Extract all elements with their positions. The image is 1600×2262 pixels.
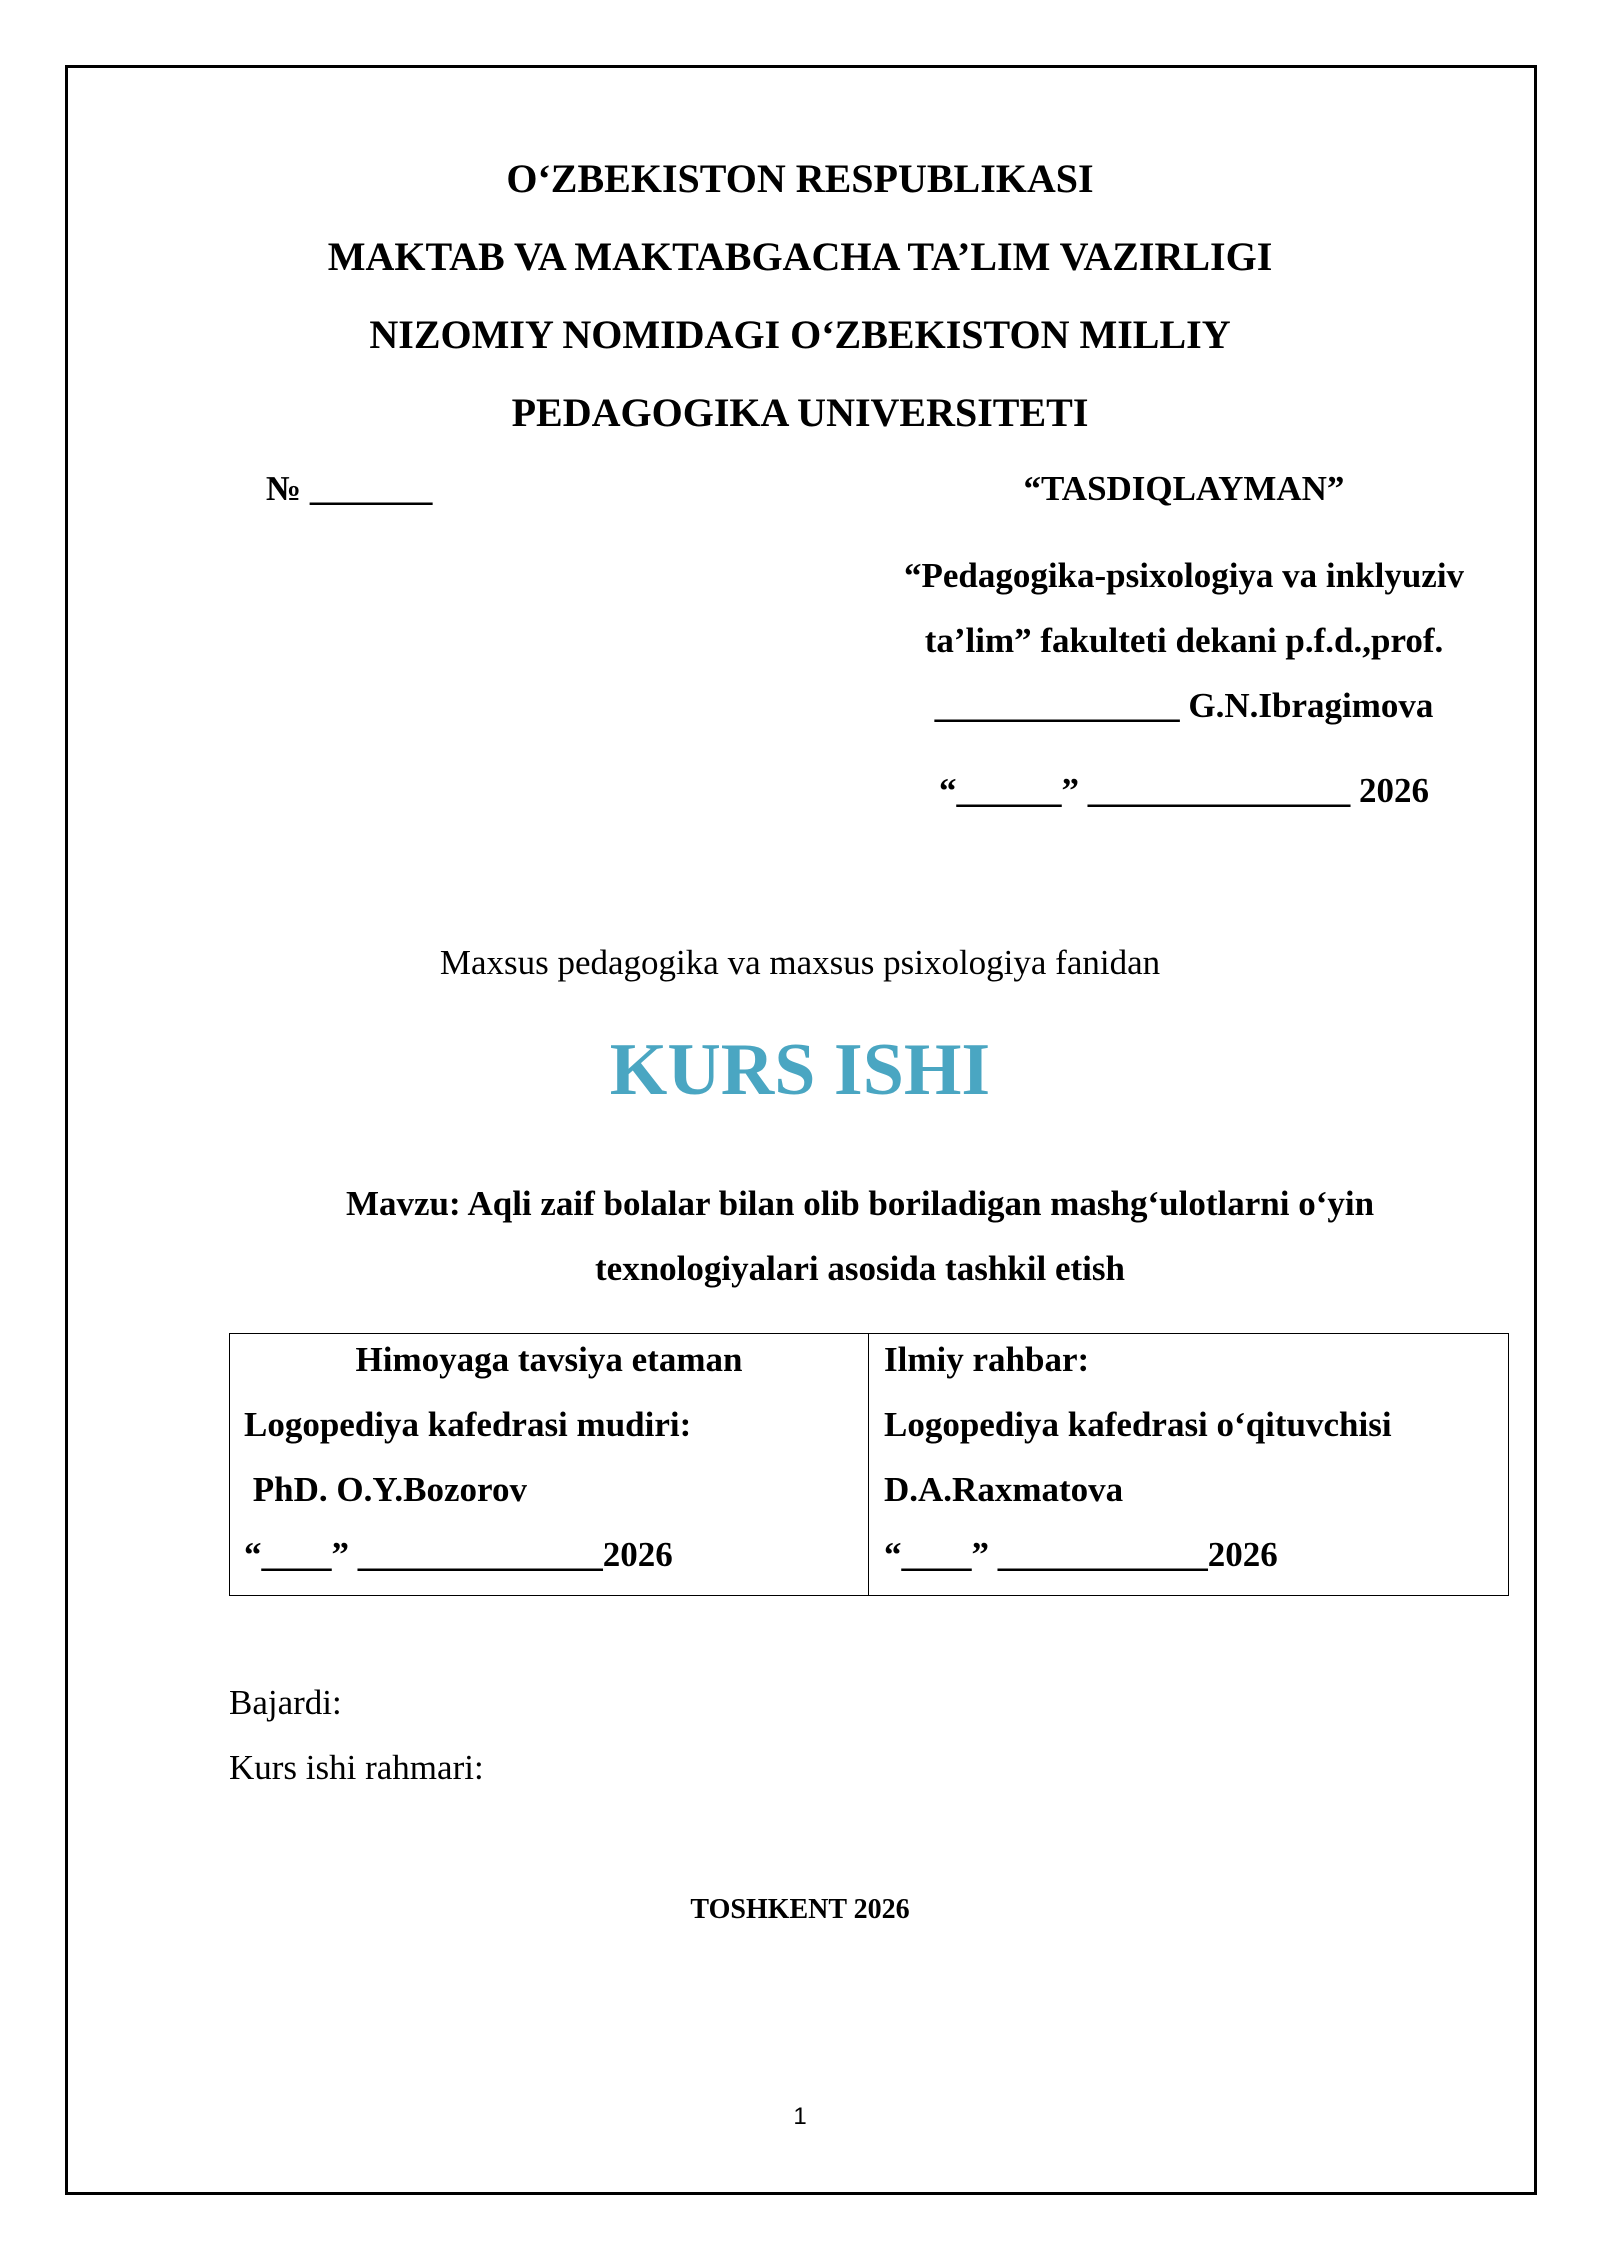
department-head-name: PhD. O.Y.Bozorov xyxy=(244,1470,527,1509)
document-type-title: KURS ISHI xyxy=(609,1029,991,1111)
course-work-supervisor-label: Kurs ishi rahmari: xyxy=(229,1748,484,1787)
topic-line-2: texnologiyalari asosida tashkil etish xyxy=(595,1249,1125,1288)
header-university-name: NIZOMIY NOMIDAGI O‘ZBEKISTON MILLIY xyxy=(369,312,1231,357)
approval-signature-line: ______________ G.N.Ibragimova xyxy=(934,686,1434,725)
approval-faculty-line: “Pedagogika-psixologiya va inklyuziv xyxy=(903,556,1465,595)
department-head-position: Logopediya kafedrasi mudiri: xyxy=(244,1405,692,1444)
defense-recommendation-title: Himoyaga tavsiya etaman xyxy=(355,1340,743,1379)
approval-title: “TASDIQLAYMAN” xyxy=(1023,469,1345,508)
advisor-date: “____” ____________2026 xyxy=(884,1535,1278,1574)
performed-by-label: Bajardi: xyxy=(229,1683,342,1722)
approval-dean-line: ta’lim” fakulteti dekani p.f.d.,prof. xyxy=(924,621,1444,660)
subject-line: Maxsus pedagogika va maxsus psixologiya fanidan xyxy=(439,943,1161,982)
header-ministry: MAKTAB VA MAKTABGACHA TA’LIM VAZIRLIGI xyxy=(327,234,1273,279)
advisor-name: D.A.Raxmatova xyxy=(884,1470,1124,1509)
advisor-position: Logopediya kafedrasi o‘qituvchisi xyxy=(884,1405,1392,1444)
header-university-type: PEDAGOGIKA UNIVERSITETI xyxy=(511,390,1089,435)
city-year: TOSHKENT 2026 xyxy=(690,1894,910,1925)
header-republic: O‘ZBEKISTON RESPUBLIKASI xyxy=(506,156,1094,201)
approval-date-line: “______” _______________ 2026 xyxy=(939,771,1429,810)
topic-line-1: Mavzu: Aqli zaif bolalar bilan olib boriladigan mashg‘ulotlarni o‘yin xyxy=(345,1184,1375,1223)
department-head-date: “____” ______________2026 xyxy=(244,1535,673,1574)
scientific-advisor-title: Ilmiy rahbar: xyxy=(884,1340,1090,1379)
page-number: 1 xyxy=(793,2103,807,2130)
document-number-field: № _______ xyxy=(266,469,433,508)
table-divider xyxy=(868,1334,869,1595)
signature-table xyxy=(229,1333,1509,1596)
page-border xyxy=(65,65,1537,2195)
